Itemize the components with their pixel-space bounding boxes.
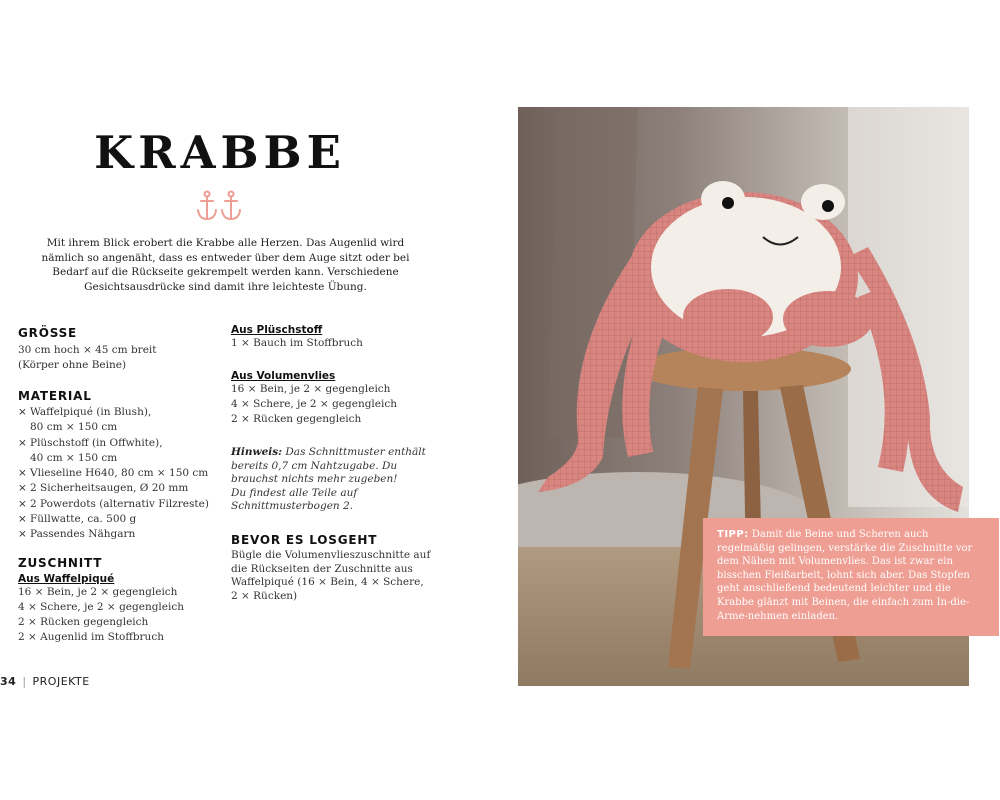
bullet: × — [18, 436, 27, 449]
material-list — [18, 405, 218, 543]
note-text-2: Du findest alle Teile auf Schnittmusterbogen 2. — [231, 486, 358, 512]
tip-label: TIPP: — [717, 529, 749, 540]
page-footer: 34 | PROJEKTE — [0, 675, 90, 688]
material-item: × Plüschstoff (in Offwhite), 40 cm × 150 cm — [18, 436, 163, 464]
note-label: Hinweis: — [231, 446, 283, 458]
cut-line: 2 × Augenlid im Stoffbruch — [18, 631, 164, 643]
cutting-heading: ZUSCHNITT — [18, 556, 103, 570]
anchor-icons — [195, 190, 245, 222]
intro-text: Mit ihrem Blick erobert die Krabbe alle Herzen. Das Augenlid wird nämlich so angenäht, dass es entweder über dem Auge sitzt oder bei Bedarf auf die Rückseite gekrempelt werden kann. Verschiedene Gesichtsausdrücke sind damit ihre leichteste Übung. — [41, 237, 410, 293]
volume-subheading: Aus Volumenvlies — [231, 370, 336, 382]
material-item: × Vlieseline H640, 80 cm × 150 cm — [18, 466, 218, 481]
bullet: × — [18, 482, 27, 495]
bullet: × — [18, 528, 27, 541]
tip-text: Damit die Beine und Scheren auch regelmäßig gelingen, verstärke die Zuschnitte vor dem Nähen mit Volumenvlies. Das ist zwar ein bisschen Fleißarbeit, lohnt sich aber. Das Stopfen geht anschließend bedeutend leichter und die Krabbe glänzt mit Beinen, die einfach zum In-die-Arme-nehmen einladen. — [717, 529, 973, 622]
plush-subheading: Aus Plüschstoff — [231, 324, 323, 336]
before-text: Bügle die Volumenvlieszuschnitte auf die Rückseiten der Zuschnitte aus Waffelpiqué (16 × Bein, 4 × Schere, 2 × Rücken) — [231, 549, 431, 602]
cut-line: 4 × Schere, je 2 × gegengleich — [231, 398, 398, 410]
size-heading: GRÖSSE — [18, 326, 78, 340]
cut-line: 2 × Rücken gegengleich — [231, 413, 362, 425]
material-heading: MATERIAL — [18, 389, 92, 403]
size-line: 30 cm hoch × 45 cm breit — [18, 344, 157, 356]
cut-line: 2 × Rücken gegengleich — [18, 616, 149, 628]
bullet: × — [18, 467, 27, 480]
volume-lines — [231, 382, 397, 427]
cut-line: 4 × Schere, je 2 × gegengleich — [18, 601, 185, 613]
page-number: 34 — [0, 675, 17, 688]
plush-lines — [231, 336, 363, 351]
waffel-subheading: Aus Waffelpiqué — [18, 573, 115, 585]
cut-line: 1 × Bauch im Stoffbruch — [231, 337, 363, 349]
material-item: × 2 Sicherheitsaugen, Ø 20 mm — [18, 481, 218, 496]
material-item: × Passendes Nähgarn — [18, 527, 218, 542]
before-heading: BEVOR ES LOSGEHT — [231, 533, 378, 547]
material-item: × Waffelpiqué (in Blush), 80 cm × 150 cm — [18, 406, 152, 434]
size-line: (Körper ohne Beine) — [18, 359, 127, 371]
bullet: × — [18, 406, 27, 418]
section-name: PROJEKTE — [32, 675, 90, 688]
note — [231, 446, 426, 514]
cut-line: 16 × Bein, je 2 × gegengleich — [18, 586, 178, 598]
tip-box — [703, 518, 999, 636]
bullet: × — [18, 513, 27, 526]
material-item: × 2 Powerdots (alternativ Filzreste) — [18, 497, 218, 512]
anchor-icon — [222, 192, 240, 220]
page-title: KRABBE — [94, 126, 346, 179]
anchor-icon — [198, 192, 216, 220]
note-text: Das Schnittmuster enthält bereits 0,7 cm Nahtzugabe. Du brauchst nichts mehr zugeben! — [231, 446, 426, 485]
cut-line: 16 × Bein, je 2 × gegengleich — [231, 383, 391, 395]
size-lines — [18, 343, 156, 373]
material-item: × Füllwatte, ca. 500 g — [18, 512, 218, 527]
bullet: × — [18, 497, 27, 510]
waffel-lines — [18, 585, 184, 645]
